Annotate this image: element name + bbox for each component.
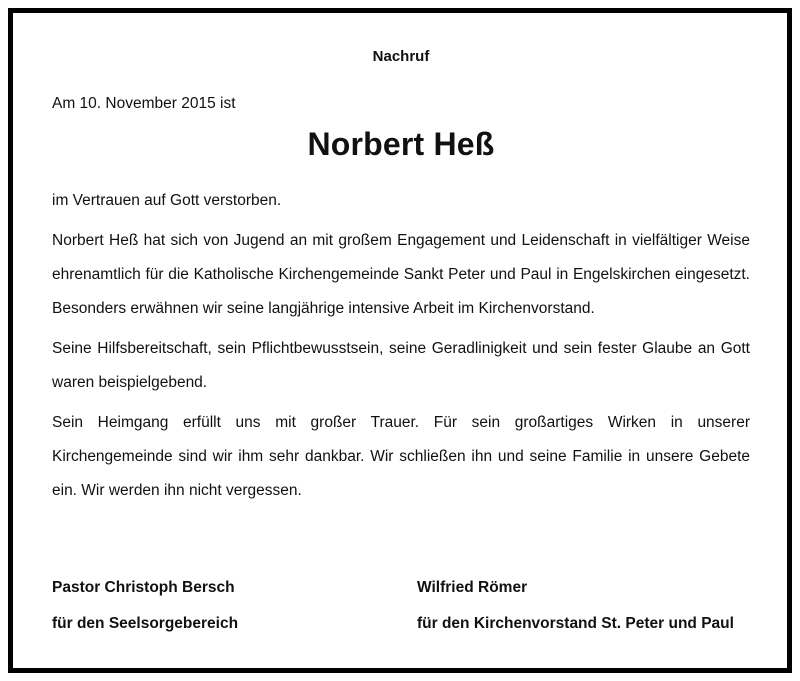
signature-role: für den Kirchenvorstand St. Peter und Paul <box>417 615 734 632</box>
obituary-body <box>52 48 750 508</box>
signature-church-board <box>417 578 734 634</box>
passing-line: im Vertrauen auf Gott verstorben. <box>52 192 282 209</box>
signature-name: Pastor Christoph Bersch <box>52 579 235 596</box>
deceased-name: Norbert Heß <box>307 126 495 162</box>
paragraph-character: Seine Hilfsbereitschaft, sein Pflichtbewusstsein, seine Geradlinigkeit und sein fester Glaube an Gott waren beispielgebend. <box>52 340 750 391</box>
intro-line: Am 10. November 2015 ist <box>52 95 236 112</box>
signature-pastor <box>52 578 238 634</box>
notice-heading: Nachruf <box>372 48 430 65</box>
paragraph-mourning: Sein Heimgang erfüllt uns mit großer Trauer. Für sein großartiges Wirken in unserer Kirchengemeinde sind wir ihm sehr dankbar. Wir schließen ihn und seine Familie in unsere Gebete ein. Wir werden ihn nicht vergessen. <box>52 414 750 499</box>
paragraph-engagement: Norbert Heß hat sich von Jugend an mit großem Engagement und Leidenschaft in vielfältiger Weise ehrenamtlich für die Katholische Kirchengemeinde Sankt Peter und Paul in Engelskirchen eingesetzt. Besonders erwähnen wir seine langjährige intensive Arbeit im Kirchenvorstand. <box>52 232 750 317</box>
signature-role: für den Seelsorgebereich <box>52 615 239 632</box>
signature-name: Wilfried Römer <box>417 579 528 596</box>
